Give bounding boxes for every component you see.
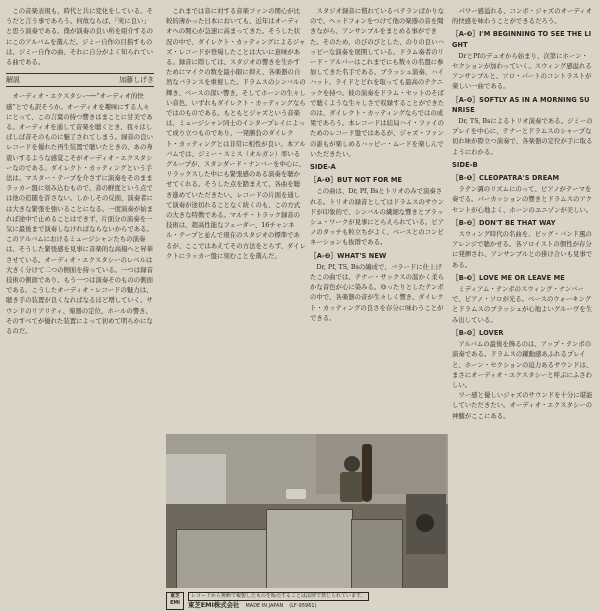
side-a-heading: SIDE-A	[310, 163, 336, 172]
track-title: ［A-❸］I'M BEGINNING TO SEE THE LIGHT	[452, 30, 592, 49]
column-4-intro: パワー感溢れる、コンボ・ジャズのオーディオ的快感を味わうことができるだろう。	[452, 7, 592, 26]
column-3	[310, 6, 448, 432]
track-title: ［B-❷］DON'T BE THAT WAY	[452, 218, 556, 227]
column-4	[452, 6, 594, 592]
company-line	[188, 601, 369, 610]
sound-baffle	[266, 509, 353, 588]
made-in-japan: MADE IN JAPAN	[245, 603, 284, 609]
intro-paragraph: この音楽表現も、時代と共に変化をしている。そうだと言う事であろう。何故ならば、「実に良い」と思う演奏である。僕が演奏の良い所を紹介するのにこのアルバムを選んだ。ジミー自作の目指すものは、ジミー自作の曲、それに自分がよく知られている曲である。	[6, 7, 153, 67]
sound-baffle	[176, 529, 268, 588]
company-name: 東芝EMI株式会社	[188, 601, 240, 609]
track-notes: ラテン調のリズムにのって、ピアノがテーマを奏でる。パーカッションの響きとドラムスのアクセントが心地よく、ホーンのユニゾンが美しい。	[452, 185, 593, 214]
author-name: 加藤しげき	[119, 76, 154, 85]
track-title: ［A-❹］SOFTLY AS IN A MORNING SUNRISE	[452, 95, 590, 114]
drum-kit	[286, 489, 306, 499]
column-1	[6, 6, 154, 602]
section-title: 解説	[6, 76, 20, 85]
label-footer	[166, 592, 448, 610]
footer-text	[188, 592, 369, 610]
track-title: ［B-❶］CLEOPATRA'S DREAM	[452, 174, 560, 183]
side-b-heading: SIDE-B	[452, 160, 478, 169]
double-bass	[362, 444, 372, 502]
column-2	[166, 6, 306, 432]
pianist-head	[416, 514, 434, 532]
musician-body	[340, 472, 364, 502]
column-4-outro: ワー感と優しいジャズのサウンドを十分に堪能していただきたい。オーディオ・エクスタシーの神髄がここにある。	[452, 391, 593, 420]
track-notes: スウィング時代の名曲を、ビッグ・バンド風のアレンジで聴かせる。各ソロイストの個性が存分に発揮され、アンサンブルとの掛け合いも見事である。	[452, 230, 593, 269]
track-notes: Dr, TS, Bsによるトリオ演奏である。ジミーのプレイを中心に、テナーとドラムスのシャープな切れ味が際立つ演奏で、各楽器の定位が手に取るようにわかる。	[452, 117, 593, 156]
column-2-body: これまでは音に対する音楽ファンの関心が比較的薄かった日本においても、近年はオーディオへの関心が急速に高まってきた。そうした状況の中で、ダイレクト・カッティングによるジャズ・レコードが登場したことは大いに意味がある。録音に際しては、スタジオの響きを生かすためにマイクの数を最小限に抑え、各楽器の自然なバランスを重視した。ドラムスのシンバルの輝き、ベースの深い響き、そしてホーンの生々しい音色、いずれもダイレクト・カッティングならではのものである。もともとジャズという音楽は、ミュージシャン同士のインタープレイによって成り立つものであり、一発勝負のダイレクト・カッティングとは非常に相性が良い。本アルバムでは、ジミー・スミス（オルガン）率いるグループが、スタンダード・ナンバーを中心に、リラックスした中にも緊張感のある演奏を聴かせてくれる。そうした点を踏まえて、各曲を聴き進めていただきたい。レコードの片面を通して演奏が途切れることなく続くのも、この方式の大きな特徴である。マルチ・トラック録音の技術は、超高性能なフェーダー、16チャンネル・テープと並んで現在のスタジオの標準であるが、ここではあえてその方法をとらず、ダイレクトにラッカー盤に刻むことを選んだ。	[166, 7, 306, 260]
track-title: ［A-❶］BUT NOT FOR ME	[310, 176, 403, 185]
musician-head	[344, 456, 360, 472]
studio-session-photo	[166, 434, 448, 588]
track-notes: この曲は、Dr, Pf, Bsとトリオのみで演奏される。トリオの録音としてはドラムスのサウンドが印象的で、シンバルの繊細な響きとブラッシュ・ワークが見事にとらえられている。ピアノのタッチも粒立ちがよく、ベースとのコンビネーションも抜群である。	[310, 187, 445, 247]
catalog-number: (LF-95961)	[289, 603, 317, 609]
sound-baffle	[351, 519, 403, 588]
track-title: ［B-❸］LOVE ME OR LEAVE ME	[452, 273, 565, 282]
track-notes: アルバムの最後を飾るのは、アップ・テンポの演奏である。ドラムスの躍動感あふれるプレイと、ホーン・セクションの迫力あるサウンドは、まさにオーディオ・エクスタシーと呼ぶにふさわしい。	[452, 340, 593, 389]
emi-logo: 東芝 EMI	[166, 592, 184, 610]
commentary-body: オーディオ・エクスタシー──“オーディオ的快感”とでも訳そうか。オーディオを趣味にする人々にとって、この言葉の持つ響きはまことに甘美である。オーディオを通して音楽を聴くとき、我々はしばしば音そのものに魅了されてしまう。録音の良いレコードを優れた再生装置で聴いたときの、あの身震いするような感覚こそがオーディオ・エクスタシーなのである。ダイレクト・カッティングという手法は、マスター・テープを介さずに演奏をそのままラッカー盤に刻み込むもので、音の鮮度という点では他の追随を許さない。しかしその反面、演奏者には大きな緊張を強いることになる。一度演奏が始まれば途中で止めることはできず、片面分の演奏を一気に最後まで演奏しなければならないからである。このアルバムにおけるミュージシャンたちの演奏は、そうした緊張感を見事に音楽的な高揚へと昇華させている。オーディオ・エクスタシーのレベルは大きく分けて二つの側面を持っている。一つは録音技術の側面であり、もう一つは演奏そのものの側面である。こうしたオーディオ・レコードの魅力は、聴き手の装置が良くなればなるほど増していく。サウンドのリアリティ、楽器の定位、ホールの響き、そのすべてが優れた装置によって初めて明らかになるのだ。	[6, 92, 153, 336]
commentary-header	[6, 73, 154, 87]
column-3-intro: スタジオ録音に慣れているベテランばかりなので、ヘッドフォンをつけて他の楽器の音を聞きながら、アンサンブルをまとめる事ができた。そのため、のびのびとした、のりの良いハッピーな演奏を展開している。ドラム奏者のリード・アルバーはこれまでにも数々の名盤に参加してきた名手である。ブラッシュ演奏、ハイハット、ライドとどれを取っても最高のテクニックを持つ。彼の演奏をドラム・セットのそばで聴くような生々しさで収録することができたのは、ダイレクト・カッティングならではの成果であろう。本レコードは結局ハイ・ファイのためのレコード盤ではあるが、ジャズ・ファンの誰もが楽しめるハッピー・ムードを楽しんでいただきたい。	[310, 7, 445, 158]
track-title: ［B-❹］LOVER	[452, 328, 504, 337]
track-notes: Dr, Pf, TS, Bsの編成で、バラードに仕上げたこの曲では、テナー・サックスの温かく柔らかな音色が心に染みる。ゆったりとしたテンポの中で、各楽器の音が生々しく響き、ダイレクト・カッティングの良さを存分に味わうことができる。	[310, 262, 445, 322]
copyright-notice: レコードから無断で複製したものを販売することは法律で禁じられています。	[188, 592, 369, 601]
studio-panel	[316, 434, 446, 494]
track-title: ［A-❷］WHAT'S NEW	[310, 251, 387, 260]
track-notes: ミディアム・テンポのスウィング・ナンバーで、ピアノ・ソロが光る。ベースのウォーキングとドラムスのブラッシュが心地よいグルーヴを生み出している。	[452, 285, 593, 324]
track-notes: DrとPfのデュオから始まり、次第にホーン・セクションが加わっていく。スウィング感溢れるアンサンブルと、ソロ・パートのコントラストが楽しい一曲である。	[452, 51, 592, 91]
